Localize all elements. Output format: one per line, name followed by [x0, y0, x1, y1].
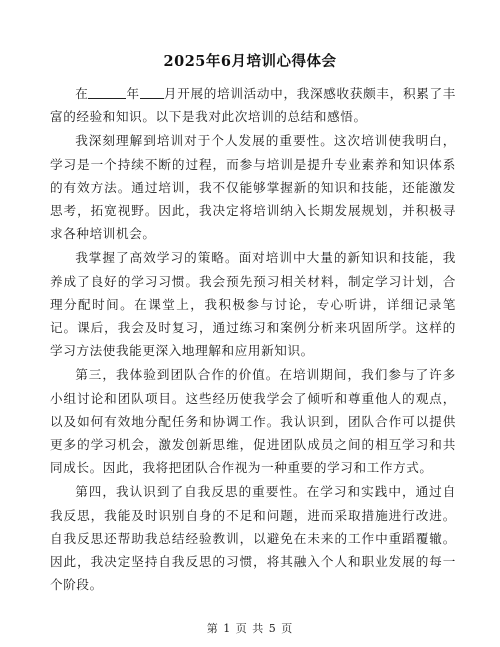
intro-paragraph	[50, 82, 456, 128]
page-number-footer: 第 1 页 共 5 页	[206, 622, 294, 635]
paragraph-2: 我掌握了高效学习的策略。面对培训中大量的新知识和技能，我养成了良好的学习习惯。我会预先预习相关材料，制定学习计划，合理分配时间。在课堂上，我积极参与讨论，专心听讲，详细记录笔记。课后，我会及时复习，通过练习和案例分析来巩固所学。这样的学习方法使我能更深入地理解和应用新知识。	[50, 250, 456, 359]
document-body	[50, 82, 456, 597]
paragraph-4: 第四，我认识到了自我反思的重要性。在学习和实践中，通过自我反思，我能及时识别自身的不足和问题，进而采取措施进行改进。自我反思还帮助我总结经验教训，以避免在未来的工作中重蹈覆辙。因此，我决定坚持自我反思的习惯，将其融入个人和职业发展的每一个阶段。	[50, 484, 456, 593]
intro-text-3: 月开展的培训活动中，我深感收获颇丰，积累了丰富的经验和知识。以下是我对此次培训的总结和感悟。	[50, 86, 456, 125]
year-blank	[88, 86, 126, 99]
month-blank	[140, 86, 164, 99]
paragraph-1: 我深刻理解到培训对于个人发展的重要性。这次培训使我明白，学习是一个持续不断的过程，而参与培训是提升专业素养和知识体系的有效方法。通过培训，我不仅能够掌握新的知识和技能，还能激发思考，拓宽视野。因此，我决定将培训纳入长期发展规划，并积极寻求各种培训机会。	[50, 133, 456, 242]
paragraph-3: 第三，我体验到团队合作的价值。在培训期间，我们参与了许多小组讨论和团队项目。这些经历使我学会了倾听和尊重他人的观点，以及如何有效地分配任务和协调工作。我认识到，团队合作可以提供更多的学习机会，激发创新思维，促进团队成员之间的相互学习和共同成长。因此，我将把团队合作视为一种重要的学习和工作方式。	[50, 367, 456, 476]
document-title: 2025年6月培训心得体会	[163, 53, 337, 70]
intro-text-2: 年	[126, 86, 140, 101]
intro-text-1: 在	[75, 86, 89, 101]
